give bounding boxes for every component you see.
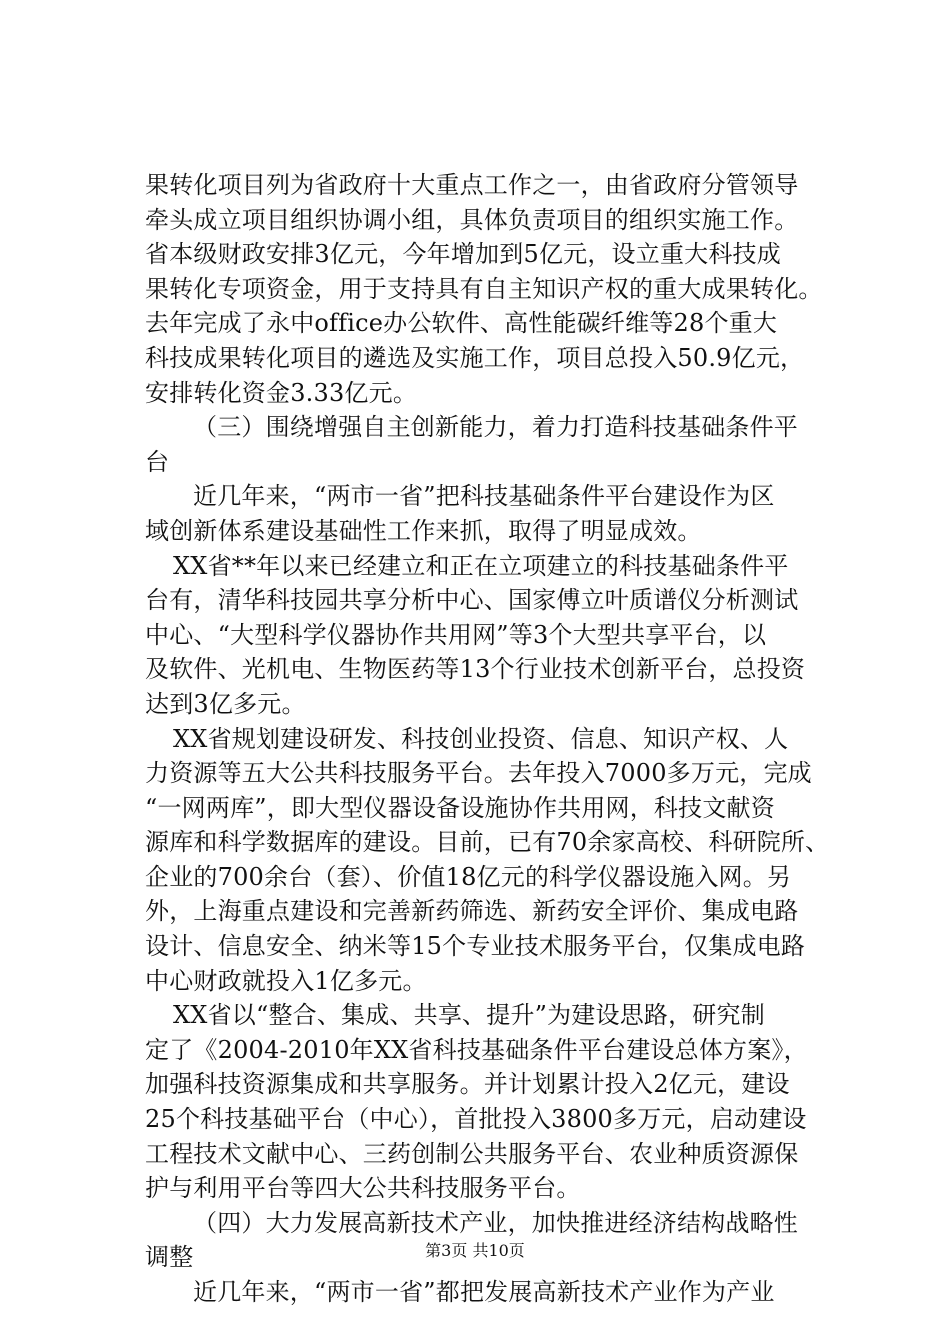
page-number-label: 第3页 共10页 <box>425 1241 525 1260</box>
text-line: 安排转化资金3.33亿元。 <box>145 378 418 407</box>
section-heading-line: 调整 <box>145 1243 194 1272</box>
text-line: 域创新体系建设基础性工作来抓，取得了明显成效。 <box>145 516 702 545</box>
section-heading-line: 台 <box>145 447 170 476</box>
text-line: 科技成果转化项目的遴选及实施工作，项目总投入50.9亿元， <box>145 343 805 372</box>
text-line: “一网两库”，即大型仪器设备设施协作共用网，科技文献资 <box>145 793 775 822</box>
paragraph-first-line: 近几年来，“两市一省”都把发展高新技术产业作为产业 <box>193 1278 775 1306</box>
text-line: 去年完成了永中office办公软件、高性能碳纤维等28个重大 <box>145 309 778 338</box>
paragraph-first-line: XX省以“整合、集成、共享、提升”为建设思路，研究制 <box>173 1001 765 1030</box>
page-footer <box>0 1240 950 1262</box>
text-line: 果转化项目列为省政府十大重点工作之一，由省政府分管领导 <box>145 171 799 199</box>
text-line: 源库和科学数据库的建设。目前，已有70余家高校、科研院所、 <box>145 828 830 857</box>
text-line: 台有，清华科技园共享分析中心、国家傅立叶质谱仪分析测试 <box>145 586 799 615</box>
text-line: 达到3亿多元。 <box>145 689 306 718</box>
section-heading-line: （四）大力发展高新技术产业，加快推进经济结构战略性 <box>193 1208 798 1237</box>
paragraph-first-line: XX省**年以来已经建立和正在立项建立的科技基础条件平 <box>173 551 789 580</box>
text-line: 外，上海重点建设和完善新药筛选、新药安全评价、集成电路 <box>145 897 799 926</box>
document-body <box>145 168 845 1310</box>
text-line: 省本级财政安排3亿元，今年增加到5亿元，设立重大科技成 <box>145 240 781 269</box>
text-line: 中心财政就投入1亿多元。 <box>145 966 427 995</box>
text-line: 定了《2004-2010年XX省科技基础条件平台建设总体方案》， <box>145 1035 808 1064</box>
text-line: 果转化专项资金，用于支持具有自主知识产权的重大成果转化。 <box>145 274 823 303</box>
text-line: 设计、信息安全、纳米等15个专业技术服务平台，仅集成电路 <box>145 932 806 961</box>
text-line: 护与利用平台等四大公共科技服务平台。 <box>145 1174 581 1203</box>
paragraph-first-line: 近几年来，“两市一省”把科技基础条件平台建设作为区 <box>193 482 775 511</box>
section-heading-line: （三）围绕增强自主创新能力，着力打造科技基础条件平 <box>193 413 798 442</box>
paragraph-first-line: XX省规划建设研发、科技创业投资、信息、知识产权、人 <box>173 724 789 753</box>
text-line: 牵头成立项目组织协调小组，具体负责项目的组织实施工作。 <box>145 205 799 234</box>
text-line: 中心、“大型科学仪器协作共用网”等3个大型共享平台，以 <box>145 620 767 649</box>
text-line: 加强科技资源集成和共享服务。并计划累计投入2亿元，建设 <box>145 1070 790 1099</box>
text-line: 企业的700余台（套）、价值18亿元的科学仪器设施入网。另 <box>145 862 792 891</box>
text-line: 及软件、光机电、生物医药等13个行业技术创新平台，总投资 <box>145 655 806 684</box>
text-line: 工程技术文献中心、三药创制公共服务平台、农业种质资源保 <box>145 1139 799 1168</box>
text-line: 力资源等五大公共科技服务平台。去年投入7000多万元，完成 <box>145 759 812 788</box>
text-line: 25个科技基础平台（中心），首批投入3800多万元，启动建设 <box>145 1105 807 1134</box>
